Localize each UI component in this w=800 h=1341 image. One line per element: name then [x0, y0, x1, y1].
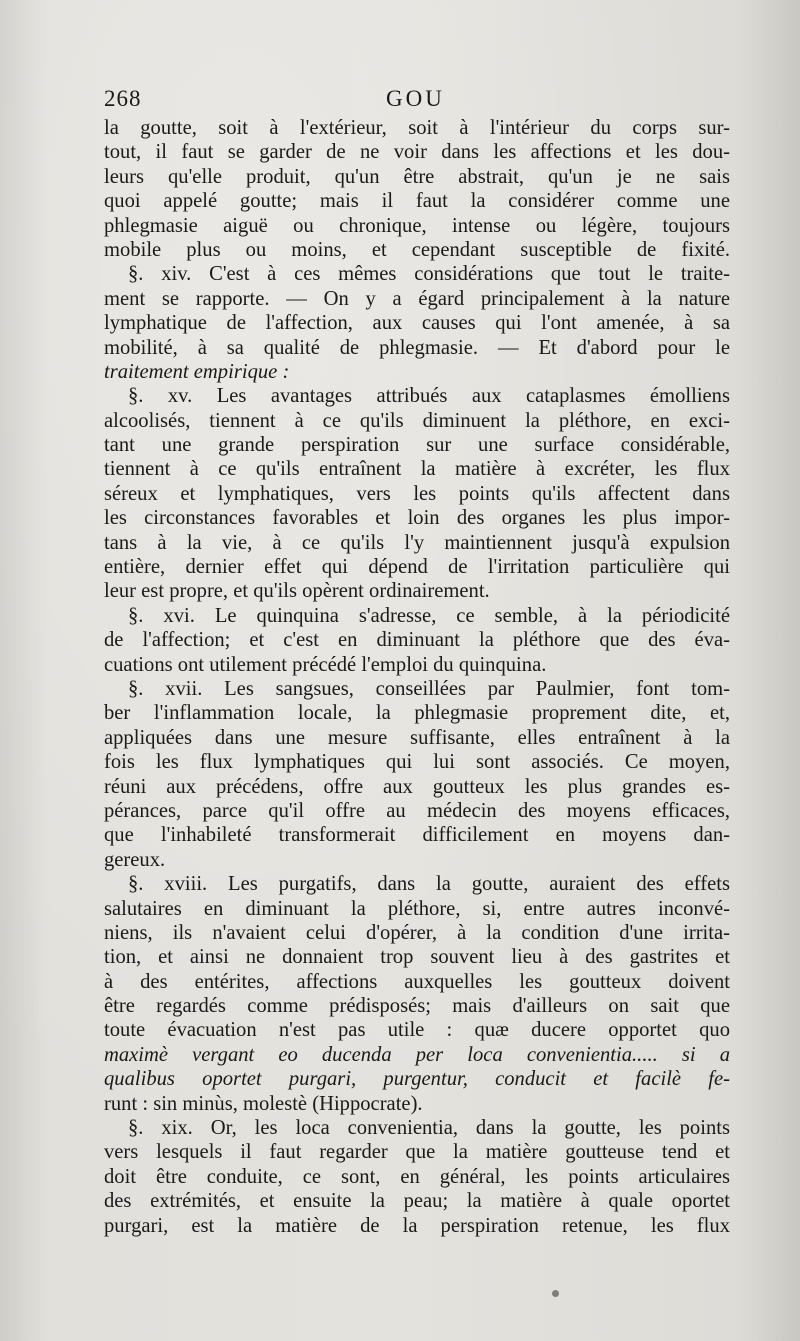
text-line: tiennent à ce qu'ils entraînent la matière à excréter, les flux [104, 458, 730, 481]
page-header [104, 86, 730, 116]
text-line: tout, il faut se garder de ne voir dans les affections et les dou- [104, 141, 730, 164]
text-line: salutaires en diminuant la pléthore, si, entre autres inconvé- [104, 897, 730, 920]
text-line: traitement empirique : [104, 360, 290, 383]
text-line: leur est propre, et qu'ils opèrent ordinairement. [104, 580, 490, 603]
ink-speck [552, 1290, 559, 1297]
text-line: entière, dernier effet qui dépend de l'irritation particulière qui [104, 556, 730, 579]
text-line: à des entérites, affections auxquelles les goutteux doivent [104, 970, 730, 993]
text-line: §. xvi. Le quinquina s'adresse, ce semble, à la périodicité [128, 604, 730, 627]
text-line: §. xvii. Les sangsues, conseillées par Paulmier, font tom- [128, 677, 730, 700]
body-text [104, 116, 730, 1238]
running-head: GOU [386, 86, 445, 111]
text-line: la goutte, soit à l'extérieur, soit à l'intérieur du corps sur- [104, 117, 730, 139]
text-line: cuations ont utilement précédé l'emploi du quinquina. [104, 653, 547, 676]
text-line: leurs qu'elle produit, qu'un être abstrait, qu'un je ne sais [104, 165, 730, 188]
text-line: séreux et lymphatiques, vers les points qu'ils affectent dans [104, 482, 730, 505]
text-line: pérances, parce qu'il offre au médecin des moyens efficaces, [104, 799, 730, 822]
text-line: §. xix. Or, les loca convenientia, dans la goutte, les points [128, 1117, 730, 1140]
text-line: que l'inhabileté transformerait difficilement en moyens dan- [104, 824, 730, 847]
text-line: doit être conduite, ce sont, en général, les points articulaires [104, 1165, 730, 1188]
text-line: de l'affection; et c'est en diminuant la pléthore que des éva- [104, 629, 730, 652]
text-line: être regardés comme prédisposés; mais d'ailleurs on sait que [104, 995, 730, 1018]
text-line: vers lesquels il faut regarder que la matière goutteuse tend et [104, 1141, 730, 1164]
text-line: gereux. [104, 848, 166, 871]
text-line: tion, et ainsi ne donnaient trop souvent lieu à des gastrites et [104, 946, 730, 969]
text-line: runt : sin minùs, molestè (Hippocrate). [104, 1092, 423, 1115]
text-line: ment se rapporte. — On y a égard principalement à la nature [104, 287, 730, 310]
text-line: alcoolisés, tiennent à ce qu'ils diminuent la pléthore, en exci- [104, 409, 730, 432]
text-line: tans à la vie, à ce qu'ils l'y maintiennent jusqu'à expulsion [104, 531, 730, 554]
text-line: §. xv. Les avantages attribués aux cataplasmes émolliens [128, 385, 730, 408]
text-line: des extrémités, et ensuite la peau; la matière à quale oportet [104, 1190, 730, 1213]
text-line: réuni aux précédens, offre aux goutteux les plus grandes es- [104, 775, 730, 798]
text-line: mobilité, à sa qualité de phlegmasie. — Et d'abord pour le [104, 336, 730, 359]
text-line: les circonstances favorables et loin des organes les plus impor- [104, 507, 730, 530]
text-line: appliquées dans une mesure suffisante, elles entraînent à la [104, 726, 730, 749]
text-line: maximè vergant eo ducenda per loca convenientia..... si a [104, 1043, 730, 1066]
text-line: niens, ils n'avaient celui d'opérer, à la condition d'une irrita- [104, 921, 730, 944]
text-line: purgari, est la matière de la perspiration retenue, les flux [104, 1214, 730, 1237]
text-line: quoi appelé goutte; mais il faut la considérer comme une [104, 190, 730, 213]
text-line: §. xiv. C'est à ces mêmes considérations que tout le traite- [128, 263, 730, 286]
text-line: fois les flux lymphatiques qui lui sont associés. Ce moyen, [104, 751, 730, 774]
page-number: 268 [104, 86, 142, 111]
text-line: lymphatique de l'affection, aux causes qui l'ont amenée, à sa [104, 312, 730, 335]
text-line: tant une grande perspiration sur une surface considérable, [104, 434, 730, 457]
text-line: qualibus oportet purgari, purgentur, conducit et facilè fe- [104, 1068, 730, 1091]
text-line: §. xviii. Les purgatifs, dans la goutte, auraient des effets [128, 873, 730, 896]
text-line: phlegmasie aiguë ou chronique, intense ou légère, toujours [104, 214, 730, 237]
text-line: ber l'inflammation locale, la phlegmasie proprement dite, et, [104, 702, 730, 725]
text-line: mobile plus ou moins, et cependant susceptible de fixité. [104, 238, 730, 261]
text-line: toute évacuation n'est pas utile : quæ ducere opportet quo [104, 1019, 730, 1042]
